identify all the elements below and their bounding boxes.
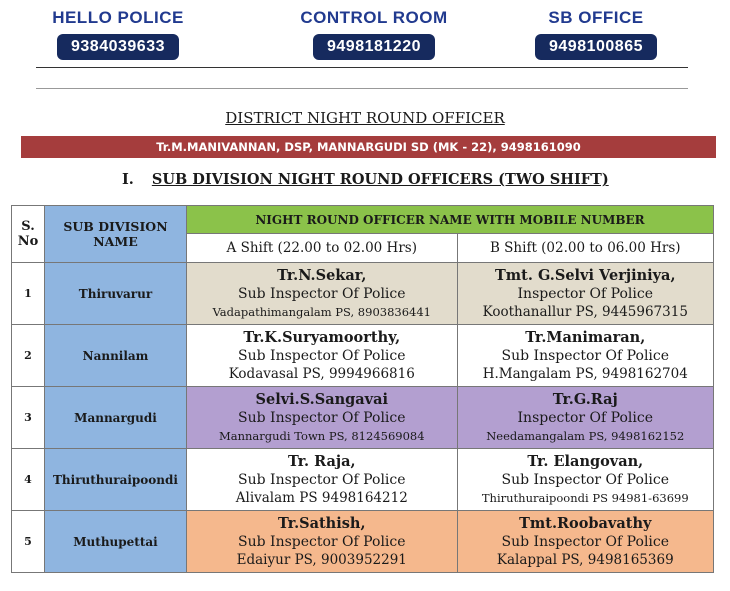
officer-rank: Sub Inspector Of Police [501, 347, 670, 364]
shift-a-cell [187, 449, 458, 511]
officer-name: Tr.G.Raj [552, 390, 618, 408]
table-row [12, 449, 714, 511]
header-shift-a: A Shift (22.00 to 02.00 Hrs) [187, 234, 458, 263]
night-round-table [11, 205, 714, 573]
header-shift-b: B Shift (02.00 to 06.00 Hrs) [457, 234, 713, 263]
table-row [12, 511, 714, 573]
section-title [122, 171, 609, 188]
shift-b-cell [457, 511, 713, 573]
control-room-contact [274, 8, 474, 60]
officer-station: Thiruthuraipoondi PS 94981-63699 [481, 490, 689, 505]
row-division: Mannargudi [45, 387, 187, 449]
hello-police-contact [18, 8, 218, 60]
section-number: I. [122, 171, 134, 188]
control-room-title: CONTROL ROOM [300, 8, 448, 27]
sb-office-contact [496, 8, 696, 60]
officer-name: Tr. Elangovan, [527, 452, 644, 470]
officer-station: H.Mangalam PS, 9498162704 [482, 365, 688, 382]
officer-station: Koothanallur PS, 9445967315 [482, 303, 688, 320]
control-room-phone: 9498181220 [313, 34, 435, 60]
header-officer-group: NIGHT ROUND OFFICER NAME WITH MOBILE NUMBER [187, 206, 714, 234]
section-heading: SUB DIVISION NIGHT ROUND OFFICERS (TWO SHIFT) [151, 171, 609, 188]
divider [36, 67, 688, 68]
row-sno: 3 [12, 387, 45, 449]
officer-rank: Inspector Of Police [517, 409, 654, 426]
officer-rank: Sub Inspector Of Police [238, 347, 406, 364]
officer-name: Tr. Raja, [287, 452, 356, 470]
officer-rank: Sub Inspector Of Police [238, 533, 406, 550]
officer-station: Mannargudi Town PS, 8124569084 [218, 428, 425, 443]
hello-police-phone: 9384039633 [57, 34, 179, 60]
shift-a-cell [187, 263, 458, 325]
header-sno: S. No [12, 206, 45, 263]
row-division: Muthupettai [45, 511, 187, 573]
table-row [12, 325, 714, 387]
officer-name: Tr.K.Suryamoorthy, [243, 328, 401, 346]
officer-rank: Sub Inspector Of Police [501, 533, 670, 550]
shift-b-cell [457, 387, 713, 449]
officer-station: Vadapathimangalam PS, 8903836441 [212, 304, 431, 319]
district-title: DISTRICT NIGHT ROUND OFFICER [225, 109, 505, 127]
row-division: Thiruvarur [45, 263, 187, 325]
officer-station: Kalappal PS, 9498165369 [496, 551, 674, 568]
officer-station: Edaiyur PS, 9003952291 [236, 551, 407, 568]
table-row [12, 387, 714, 449]
sb-office-title: SB OFFICE [548, 8, 644, 27]
shift-a-cell [187, 387, 458, 449]
row-sno: 2 [12, 325, 45, 387]
hello-police-title: HELLO POLICE [52, 8, 184, 27]
district-officer-banner: Tr.M.MANIVANNAN, DSP, MANNARGUDI SD (MK - 22), 9498161090 [21, 136, 716, 158]
row-division: Thiruthuraipoondi [45, 449, 187, 511]
shift-b-cell [457, 263, 713, 325]
officer-name: Tr.N.Sekar, [277, 266, 367, 284]
row-sno: 1 [12, 263, 45, 325]
shift-b-cell [457, 449, 713, 511]
row-sno: 5 [12, 511, 45, 573]
shift-b-cell [457, 325, 713, 387]
table-row [12, 263, 714, 325]
shift-a-cell [187, 511, 458, 573]
row-sno: 4 [12, 449, 45, 511]
officer-name: Selvi.S.Sangavai [255, 390, 388, 408]
header-sub-division: SUB DIVISION NAME [45, 206, 187, 263]
officer-station: Kodavasal PS, 9994966816 [228, 365, 415, 382]
officer-rank: Sub Inspector Of Police [501, 471, 670, 488]
officer-rank: Inspector Of Police [517, 285, 654, 302]
officer-name: Tr.Sathish, [278, 514, 366, 532]
shift-a-cell [187, 325, 458, 387]
officer-name: Tmt. G.Selvi Verjiniya, [495, 266, 676, 284]
sb-office-phone: 9498100865 [535, 34, 657, 60]
officer-rank: Sub Inspector Of Police [238, 285, 406, 302]
officer-name: Tr.Manimaran, [525, 328, 646, 346]
officer-name: Tmt.Roobavathy [519, 514, 652, 532]
officer-rank: Sub Inspector Of Police [238, 471, 406, 488]
officer-rank: Sub Inspector Of Police [238, 409, 406, 426]
divider [36, 88, 688, 89]
row-division: Nannilam [45, 325, 187, 387]
officer-station: Needamangalam PS, 9498162152 [486, 428, 685, 443]
officer-station: Alivalam PS 9498164212 [235, 489, 408, 506]
